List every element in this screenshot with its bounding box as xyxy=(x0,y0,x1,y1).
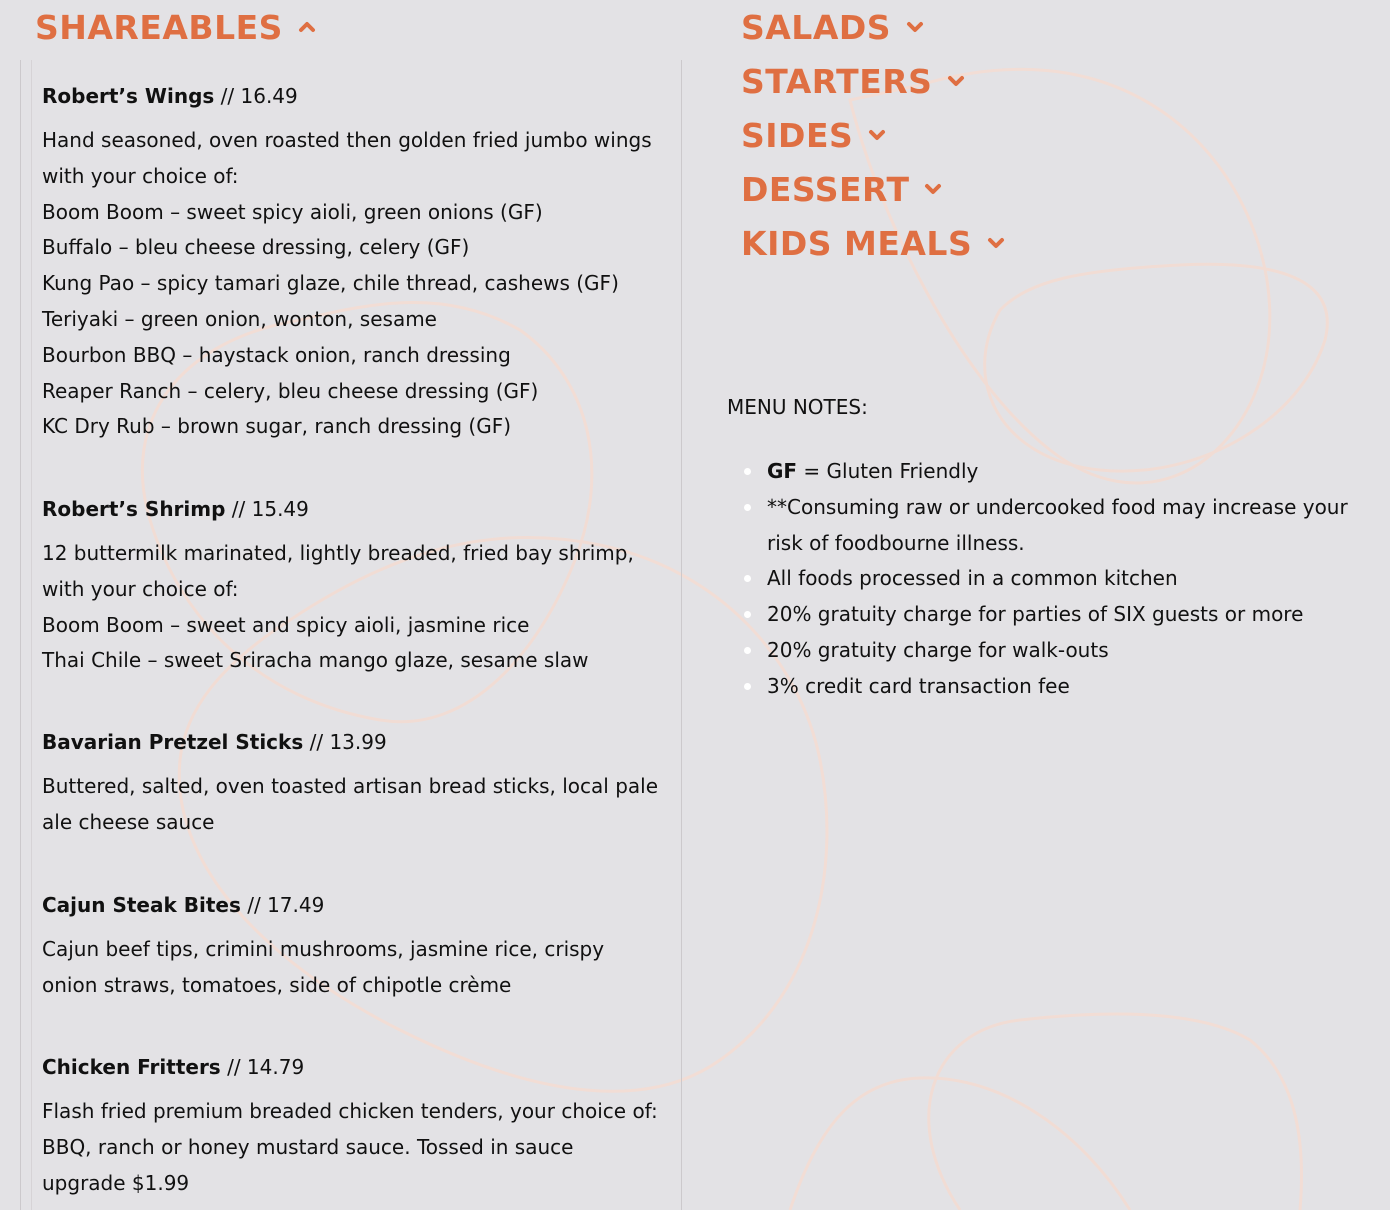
starters-label: STARTERS xyxy=(741,61,933,101)
sides-label: SIDES xyxy=(741,115,854,155)
description-line: with your choice of: xyxy=(42,163,239,188)
menu-item-price: // 15.49 xyxy=(225,497,309,521)
description-line: ale cheese sauce xyxy=(42,809,215,834)
gf-key: GF xyxy=(767,459,798,483)
chevron-down-icon xyxy=(986,233,1006,253)
menu-item xyxy=(42,492,672,679)
menu-item-name: Robert’s Shrimp xyxy=(42,497,226,521)
kids-meals-toggle[interactable] xyxy=(741,216,1006,270)
dessert-toggle[interactable] xyxy=(741,162,1006,216)
note-item xyxy=(727,490,1377,562)
menu-item-price: // 17.49 xyxy=(240,893,325,917)
bullet-icon xyxy=(744,504,751,511)
description-line: Boom Boom – sweet spicy aioli, green onions (GF) xyxy=(42,199,543,224)
menu-item xyxy=(42,79,672,445)
menu-item-name: Bavarian Pretzel Sticks xyxy=(42,730,304,754)
note-item xyxy=(727,454,1377,490)
menu-item-title xyxy=(42,492,672,526)
menu-item-price: // 16.49 xyxy=(214,84,298,108)
description-line: Buttered, salted, oven toasted artisan bread sticks, local pale xyxy=(42,774,659,798)
shareables-panel xyxy=(20,60,682,1210)
dessert-label: DESSERT xyxy=(741,169,910,209)
chevron-down-icon xyxy=(867,125,887,145)
menu-item-title xyxy=(42,1050,672,1084)
menu-notes-list xyxy=(727,454,1377,705)
description-line: Bourbon BBQ – haystack onion, ranch dressing xyxy=(42,342,511,367)
menu-item-description xyxy=(42,932,672,1004)
description-line: 12 buttermilk marinated, lightly breaded, fried bay shrimp, xyxy=(42,541,634,565)
bullet-icon xyxy=(744,611,751,618)
description-line: Reaper Ranch – celery, bleu cheese dressing (GF) xyxy=(42,378,539,403)
bullet-icon xyxy=(744,575,751,582)
bullet-icon xyxy=(744,683,751,690)
right-column xyxy=(690,0,1390,1210)
note-line: risk of foodbourne illness. xyxy=(767,530,1025,555)
menu-notes-title: MENU NOTES: xyxy=(727,395,868,419)
bullet-icon xyxy=(744,647,751,654)
menu-item-price: // 13.99 xyxy=(303,730,387,754)
shareables-toggle[interactable] xyxy=(35,0,317,54)
chevron-down-icon xyxy=(905,17,925,37)
menu-item xyxy=(42,725,672,841)
bullet-icon xyxy=(744,468,751,475)
menu-item xyxy=(42,1050,672,1201)
note-item xyxy=(727,561,1377,597)
left-column xyxy=(0,0,690,1210)
menu-item-description xyxy=(42,123,672,445)
description-line: BBQ, ranch or honey mustard sauce. Tossed in sauce xyxy=(42,1134,574,1159)
note-item xyxy=(727,669,1377,705)
menu-item-title xyxy=(42,79,672,113)
category-list xyxy=(741,0,1006,270)
note-text: 3% credit card transaction fee xyxy=(767,673,1070,698)
starters-toggle[interactable] xyxy=(741,54,1006,108)
description-line: Teriyaki – green onion, wonton, sesame xyxy=(42,306,437,331)
salads-toggle[interactable] xyxy=(741,0,1006,54)
sides-toggle[interactable] xyxy=(741,108,1006,162)
menu-item-description xyxy=(42,536,672,679)
menu-item-name: Cajun Steak Bites xyxy=(42,893,241,917)
description-line: upgrade $1.99 xyxy=(42,1170,190,1195)
description-line: KC Dry Rub – brown sugar, ranch dressing (GF) xyxy=(42,414,512,439)
description-line: Hand seasoned, oven roasted then golden fried jumbo wings xyxy=(42,128,652,152)
menu-item-name: Chicken Fritters xyxy=(42,1055,221,1079)
description-line: Cajun beef tips, crimini mushrooms, jasmine rice, crispy xyxy=(42,937,605,961)
menu-item-title xyxy=(42,725,672,759)
note-item xyxy=(727,597,1377,633)
gf-text: = Gluten Friendly xyxy=(797,459,979,483)
chevron-down-icon xyxy=(946,71,966,91)
description-line: Flash fried premium breaded chicken tenders, your choice of: xyxy=(42,1099,658,1123)
description-line: onion straws, tomatoes, side of chipotle crème xyxy=(42,972,512,997)
menu-item-price: // 14.79 xyxy=(220,1055,305,1079)
menu-item-description xyxy=(42,1094,672,1201)
salads-label: SALADS xyxy=(741,7,892,47)
note-line: **Consuming raw or undercooked food may increase your xyxy=(767,494,1348,519)
description-line: Buffalo – bleu cheese dressing, celery (GF) xyxy=(42,235,470,260)
menu-notes xyxy=(727,390,1377,705)
description-line: Kung Pao – spicy tamari glaze, chile thread, cashews (GF) xyxy=(42,271,619,296)
shareables-content xyxy=(31,60,672,1210)
shareables-label: SHAREABLES xyxy=(35,7,283,47)
kids-meals-label: KIDS MEALS xyxy=(741,223,973,263)
chevron-down-icon xyxy=(923,179,943,199)
menu-item-name: Robert’s Wings xyxy=(42,84,215,108)
note-item xyxy=(727,633,1377,669)
menu-item xyxy=(42,888,672,1004)
menu-item-description xyxy=(42,769,672,841)
menu-item-title xyxy=(42,888,672,922)
chevron-up-icon xyxy=(297,17,317,37)
note-text: 20% gratuity charge for walk-outs xyxy=(767,637,1109,662)
description-line: Thai Chile – sweet Sriracha mango glaze, sesame slaw xyxy=(42,648,589,673)
description-line: Boom Boom – sweet and spicy aioli, jasmine rice xyxy=(42,612,530,637)
description-line: with your choice of: xyxy=(42,576,239,601)
note-text: All foods processed in a common kitchen xyxy=(767,566,1178,591)
note-text: 20% gratuity charge for parties of SIX guests or more xyxy=(767,602,1304,627)
